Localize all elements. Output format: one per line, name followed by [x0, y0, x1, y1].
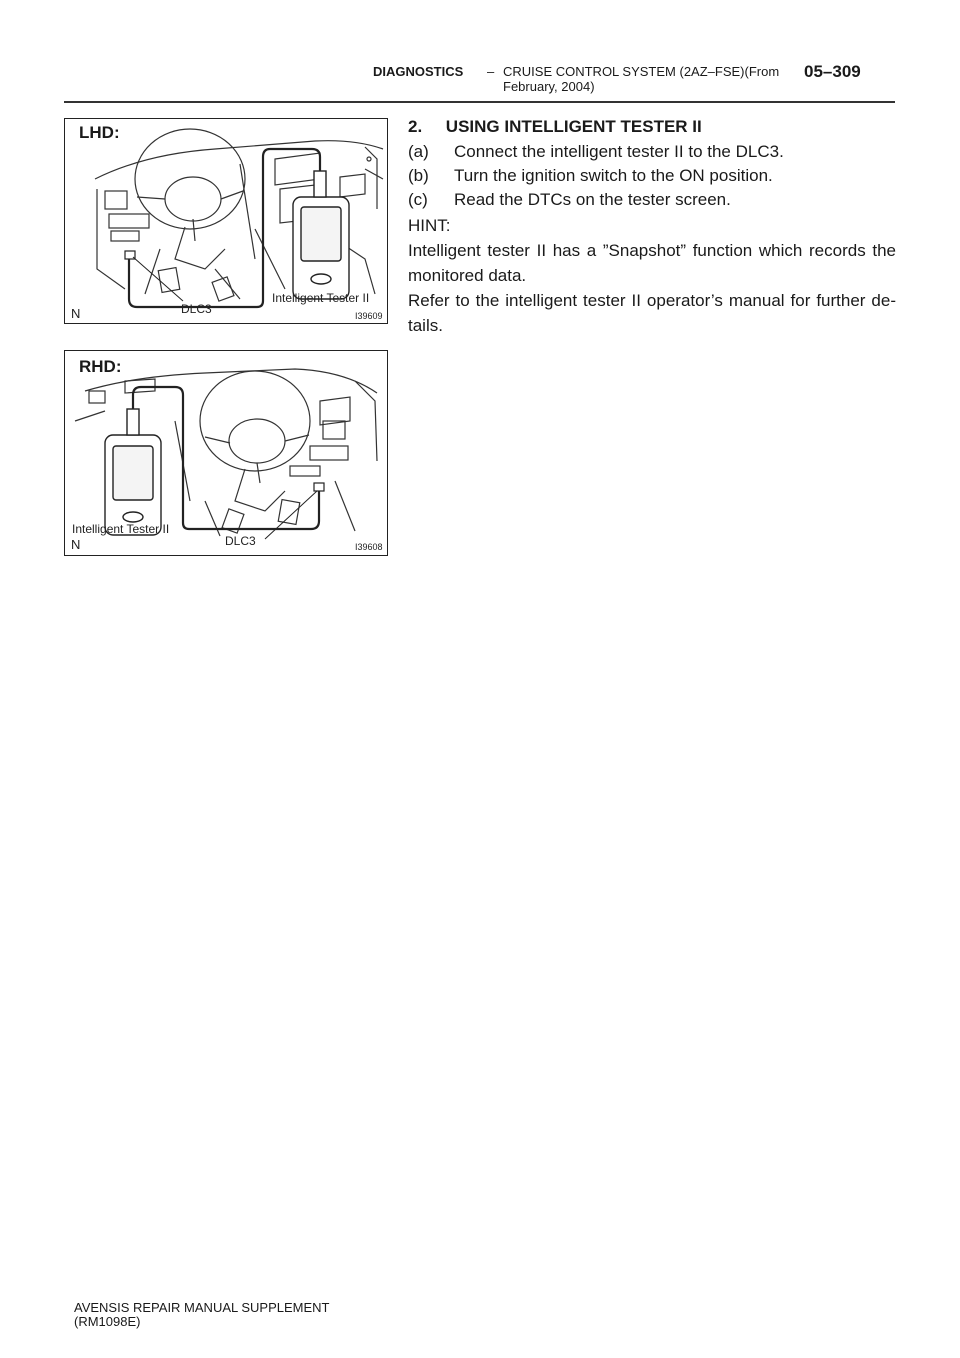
figure-rhd-corner-mark: N — [71, 537, 81, 552]
figure-lhd-label: LHD: — [79, 123, 120, 142]
footer-manual-title: AVENSIS REPAIR MANUAL SUPPLEMENT — [74, 1300, 330, 1315]
page-number: 05–309 — [804, 62, 861, 81]
figure-lhd — [64, 118, 388, 324]
step-item-c-letter: (c) — [408, 190, 428, 209]
figure-lhd-code: I39609 — [355, 311, 383, 321]
figure-lhd-tester-label: Intelligent Tester II — [272, 291, 370, 305]
figure-rhd-dlc-label: DLC3 — [225, 534, 256, 548]
hint-label: HINT: — [408, 216, 451, 235]
figure-rhd-tester-label: Intelligent Tester II — [72, 522, 170, 536]
step-item-a — [408, 142, 896, 164]
header-title: CRUISE CONTROL SYSTEM (2AZ–FSE)(From February, 2004) — [503, 64, 780, 94]
refer-text: Refer to the intelligent tester II operator’s manual for further de- tails. — [408, 291, 896, 335]
figure-lhd-corner-mark: N — [71, 306, 81, 321]
figure-rhd-code: I39608 — [355, 542, 383, 552]
figure-lhd-dlc-label: DLC3 — [181, 302, 212, 316]
step-item-b — [408, 166, 896, 188]
header-dash: – — [487, 64, 495, 79]
step-title: 2. USING INTELLIGENT TESTER II — [408, 117, 702, 136]
footer — [74, 1301, 330, 1329]
figure-rhd — [64, 350, 388, 556]
header-section: DIAGNOSTICS — [373, 64, 464, 79]
step-item-c — [408, 190, 896, 212]
figure-rhd-label: RHD: — [79, 357, 122, 376]
header-rule — [64, 101, 895, 103]
step-item-b-text: Turn the ignition switch to the ON position. — [454, 166, 773, 185]
step-item-b-letter: (b) — [408, 166, 429, 185]
step-item-a-letter: (a) — [408, 142, 429, 161]
step-item-c-text: Read the DTCs on the tester screen. — [454, 190, 731, 209]
footer-manual-code: (RM1098E) — [74, 1314, 141, 1329]
hint-text: Intelligent tester II has a ”Snapshot” function which records the monitored data. — [408, 241, 896, 285]
step-item-a-text: Connect the intelligent tester II to the DLC3. — [454, 142, 784, 161]
